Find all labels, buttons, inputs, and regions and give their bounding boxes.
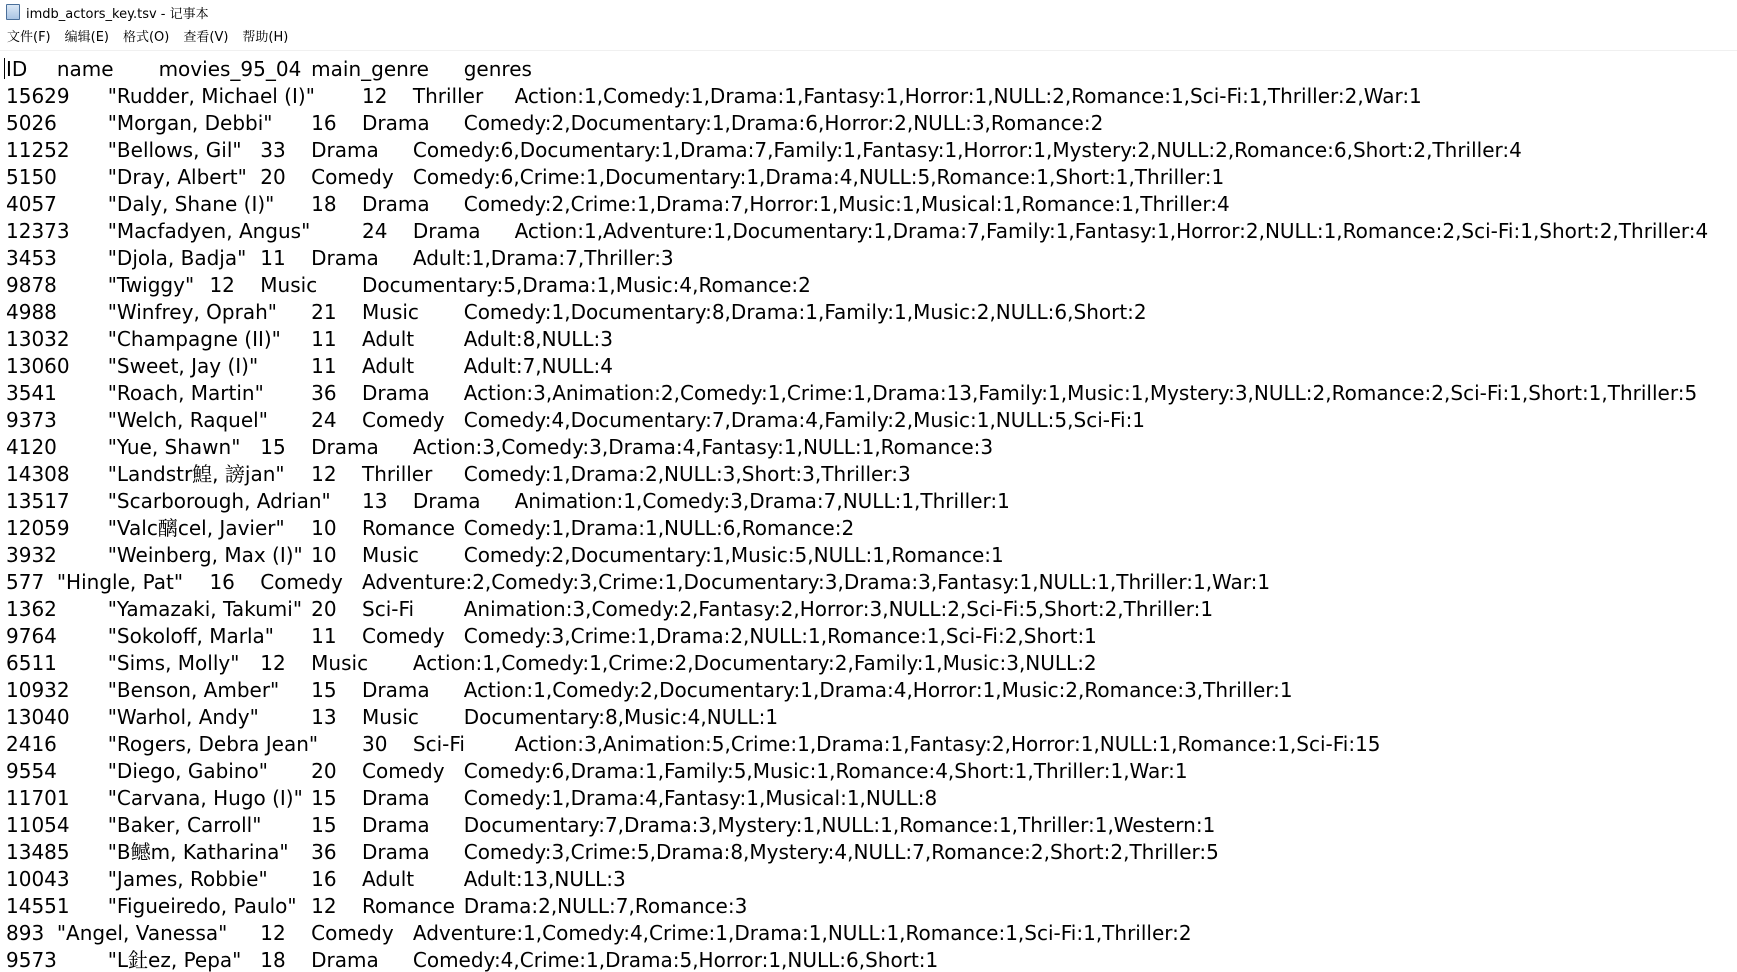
- text-line: 11054 "Baker, Carroll" 15 Drama Documentary:7,Drama:3,Mystery:1,NULL:1,Romance:1,Thriller:1,Western:1: [6, 813, 1216, 837]
- text-line: 3453 "Djola, Badja" 11 Drama Adult:1,Drama:7,Thriller:3: [6, 246, 674, 270]
- text-line: 5026 "Morgan, Debbi" 16 Drama Comedy:2,Documentary:1,Drama:6,Horror:2,NULL:3,Romance:2: [6, 111, 1104, 135]
- text-line: 12059 "Valc醨cel, Javier" 10 Romance Comedy:1,Drama:1,NULL:6,Romance:2: [6, 516, 855, 540]
- menu-edit[interactable]: 编辑(E): [64, 30, 109, 45]
- text-line: 14308 "Landstr鰉, 謗jan" 12 Thriller Comedy:1,Drama:2,NULL:3,Short:3,Thriller:3: [6, 462, 911, 486]
- text-line: 2416 "Rogers, Debra Jean" 30 Sci-Fi Action:3,Animation:5,Crime:1,Drama:1,Fantasy:2,Horror:1,NULL:1,Romance:1,Sci-Fi:15: [6, 732, 1381, 756]
- text-line: 12373 "Macfadyen, Angus" 24 Drama Action:1,Adventure:1,Documentary:1,Drama:7,Family:1,Fantasy:1,Horror:2,NULL:1,Romance:2,Sci-Fi:1,Short:2,Thriller:4: [6, 219, 1709, 243]
- text-line: 5150 "Dray, Albert" 20 Comedy Comedy:6,Crime:1,Documentary:1,Drama:4,NULL:5,Romance:1,Short:1,Thriller:1: [6, 165, 1225, 189]
- text-line: 13060 "Sweet, Jay (I)" 11 Adult Adult:7,NULL:4: [6, 354, 614, 378]
- text-line: 15629 "Rudder, Michael (I)" 12 Thriller Action:1,Comedy:1,Drama:1,Fantasy:1,Horror:1,NULL:2,Romance:1,Sci-Fi:1,Thriller:2,War:1: [6, 84, 1422, 108]
- text-line: 9573 "L釷ez, Pepa" 18 Drama Comedy:4,Crime:1,Drama:5,Horror:1,NULL:6,Short:1: [6, 948, 939, 972]
- menu-view[interactable]: 查看(V): [183, 30, 229, 45]
- text-line: 13517 "Scarborough, Adrian" 13 Drama Animation:1,Comedy:3,Drama:7,NULL:1,Thriller:1: [6, 489, 1010, 513]
- text-line: 1362 "Yamazaki, Takumi" 20 Sci-Fi Animation:3,Comedy:2,Fantasy:2,Horror:3,NULL:2,Sci-Fi:5,Short:2,Thriller:1: [6, 597, 1214, 621]
- text-line: 9373 "Welch, Raquel" 24 Comedy Comedy:4,Documentary:7,Drama:4,Family:2,Music:1,NULL:5,Sci-Fi:1: [6, 408, 1146, 432]
- menu-help[interactable]: 帮助(H): [242, 30, 289, 45]
- text-line: ID name movies_95_04 main_genre genres: [6, 57, 532, 81]
- text-line: 4057 "Daly, Shane (I)" 18 Drama Comedy:2,Crime:1,Drama:7,Horror:1,Music:1,Musical:1,Romance:1,Thriller:4: [6, 192, 1230, 216]
- text-line: 9878 "Twiggy" 12 Music Documentary:5,Drama:1,Music:4,Romance:2: [6, 273, 811, 297]
- text-line: 10043 "James, Robbie" 16 Adult Adult:13,NULL:3: [6, 867, 626, 891]
- text-line: 893 "Angel, Vanessa" 12 Comedy Adventure:1,Comedy:4,Crime:1,Drama:1,NULL:1,Romance:1,Sci-Fi:1,Thriller:2: [6, 921, 1192, 945]
- menu-format[interactable]: 格式(O): [122, 30, 170, 45]
- menu-file[interactable]: 文件(F): [7, 30, 51, 45]
- text-line: 13485 "B鳡m, Katharina" 36 Drama Comedy:3,Crime:5,Drama:8,Mystery:4,NULL:7,Romance:2,Short:2,Thriller:5: [6, 840, 1219, 864]
- text-line: 4120 "Yue, Shawn" 15 Drama Action:3,Comedy:3,Drama:4,Fantasy:1,NULL:1,Romance:3: [6, 435, 994, 459]
- notepad-app-icon: [6, 4, 20, 20]
- text-line: 6511 "Sims, Molly" 12 Music Action:1,Comedy:1,Crime:2,Documentary:2,Family:1,Music:3,NULL:2: [6, 651, 1097, 675]
- text-line: 577 "Hingle, Pat" 16 Comedy Adventure:2,Comedy:3,Crime:1,Documentary:3,Drama:3,Fantasy:1,NULL:1,Thriller:1,War:1: [6, 570, 1271, 594]
- text-line: 13040 "Warhol, Andy" 13 Music Documentary:8,Music:4,NULL:1: [6, 705, 779, 729]
- text-line: 9764 "Sokoloff, Marla" 11 Comedy Comedy:3,Crime:1,Drama:2,NULL:1,Romance:1,Sci-Fi:2,Short:1: [6, 624, 1097, 648]
- text-content[interactable]: [0, 56, 1708, 972]
- text-line: 9554 "Diego, Gabino" 20 Comedy Comedy:6,Drama:1,Family:5,Music:1,Romance:4,Short:1,Thriller:1,War:1: [6, 759, 1188, 783]
- text-line: 4988 "Winfrey, Oprah" 21 Music Comedy:1,Documentary:8,Drama:1,Family:1,Music:2,NULL:6,Short:2: [6, 300, 1147, 324]
- text-line: 10932 "Benson, Amber" 15 Drama Action:1,Comedy:2,Documentary:1,Drama:4,Horror:1,Music:2,Romance:3,Thriller:1: [6, 678, 1293, 702]
- window-title: imdb_actors_key.tsv - 记事本: [26, 6, 209, 22]
- text-line: 11252 "Bellows, Gil" 33 Drama Comedy:6,Documentary:1,Drama:7,Family:1,Fantasy:1,Horror:1,Mystery:2,NULL:2,Romance:6,Short:2,Thriller:4: [6, 138, 1522, 162]
- text-line: 13032 "Champagne (II)" 11 Adult Adult:8,NULL:3: [6, 327, 614, 351]
- text-line: 11701 "Carvana, Hugo (I)" 15 Drama Comedy:1,Drama:4,Fantasy:1,Musical:1,NULL:8: [6, 786, 938, 810]
- menu-bar: [0, 26, 1737, 51]
- text-editor-area[interactable]: [0, 52, 1737, 972]
- text-line: 14551 "Figueiredo, Paulo" 12 Romance Drama:2,NULL:7,Romance:3: [6, 894, 748, 918]
- text-line: 3932 "Weinberg, Max (I)" 10 Music Comedy:2,Documentary:1,Music:5,NULL:1,Romance:1: [6, 543, 1004, 567]
- title-bar: [0, 0, 1737, 24]
- text-line: 3541 "Roach, Martin" 36 Drama Action:3,Animation:2,Comedy:1,Crime:1,Drama:13,Family:1,Music:1,Mystery:3,NULL:2,Romance:2,Sci-Fi:1,Short:1,Thriller:5: [6, 381, 1698, 405]
